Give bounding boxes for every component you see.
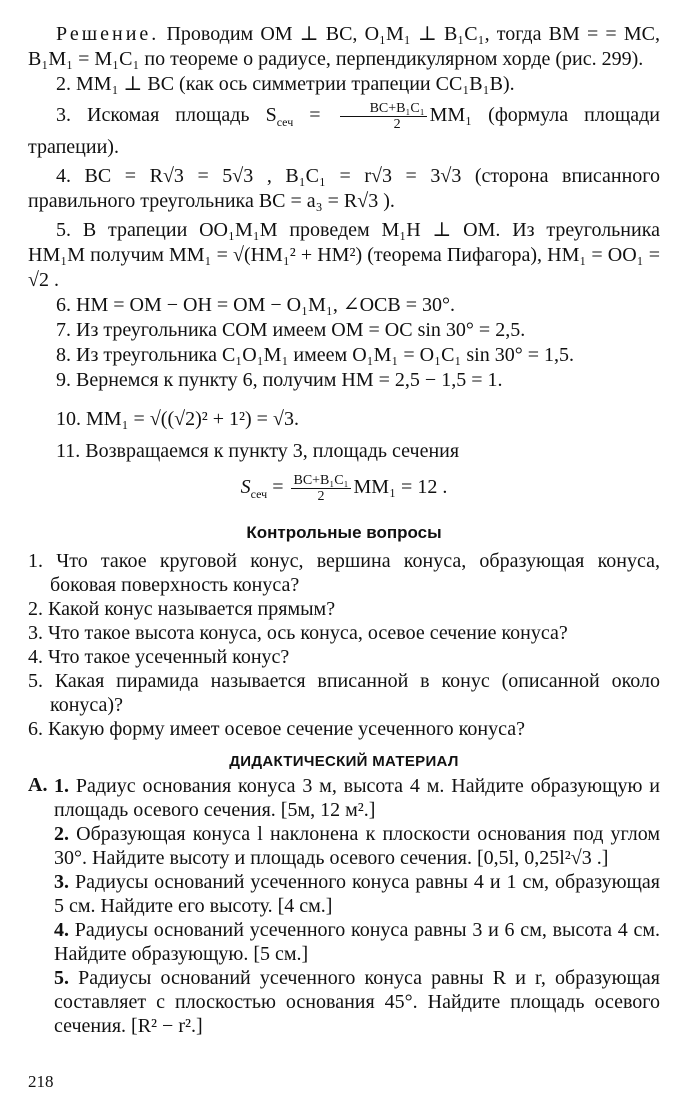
didactic-task-4	[54, 918, 660, 966]
final-fraction	[291, 473, 350, 504]
control-question-5: 5. Какая пирамида называется вписанной в конус (описанной около конуса)?	[28, 670, 660, 717]
final-numerator: BC+B₁C₁	[293, 473, 349, 488]
control-questions-heading: Контрольные вопросы	[246, 523, 442, 543]
control-question-4: 4. Что такое усеченный конус?	[28, 646, 290, 669]
didactic-task-3	[54, 870, 660, 918]
final-denominator: 2	[317, 489, 325, 504]
control-question-6: 6. Какую форму имеет осевое сечение усеченного конуса?	[28, 718, 525, 741]
task-5-text: Радиусы оснований усеченного конуса равны R и r, образующая составляет с плоскостью основания 45°. Найдите площадь осевого сечения. [R² − r².]	[54, 967, 660, 1038]
page-body	[28, 22, 660, 1038]
didactic-group-label: А.	[28, 774, 48, 797]
didactic-heading: ДИДАКТИЧЕСКИЙ МАТЕРИАЛ	[229, 753, 459, 771]
solution-intro-text: Проводим OM ⊥ BC, O₁M₁ ⊥ B₁C₁, тогда BM = = MC, B₁M₁ = M₁C₁ по теореме о радиусе, перпендикулярном хорде (рис. 299).	[28, 23, 660, 70]
control-question-1: 1. Что такое круговой конус, вершина конуса, образующая конуса, боковая поверхность конуса?	[28, 550, 660, 597]
solution-step-11: 11. Возвращаемся к пункту 3, площадь сечения	[56, 440, 460, 463]
task-4-number: 4.	[54, 919, 69, 942]
final-text-b: MM₁ = 12 .	[353, 476, 448, 499]
step3-text-b: MM₁ (формула площади трапеции).	[28, 104, 660, 159]
didactic-task-1	[54, 774, 660, 822]
task-2-number: 2.	[54, 823, 69, 846]
solution-step-5: 5. В трапеции OO₁M₁M проведем M₁H ⊥ OM. Из треугольника HM₁M получим MM₁ = √(HM₁² + HM²) (теорема Пифагора), HM₁ = OO₁ = √2 .	[28, 219, 660, 292]
solution-final-formula	[28, 470, 660, 511]
task-1-number: 1.	[54, 775, 69, 798]
solution-step-7: 7. Из треугольника COM имеем OM = OC sin 30° = 2,5.	[56, 319, 526, 342]
didactic-task-2	[54, 822, 660, 870]
solution-step-3	[28, 101, 660, 160]
solution-intro	[28, 22, 660, 72]
step3-subscript: сеч	[276, 115, 294, 130]
step3-fraction	[340, 101, 427, 132]
task-2-text: Образующая конуса l наклонена к плоскости основания под углом 30°. Найдите высоту и площадь осевого сечения. [0,5l, 0,25l²√3 .]	[54, 823, 660, 870]
final-equals: =	[267, 476, 289, 499]
task-1-text: Радиус основания конуса 3 м, высота 4 м. Найдите образующую и площадь осевого сечения. [5м, 12 м².]	[54, 775, 660, 822]
control-questions-list	[28, 549, 660, 741]
final-subscript: сеч	[250, 487, 268, 502]
solution-lead: Решение.	[56, 23, 160, 45]
didactic-task-5	[54, 966, 660, 1038]
control-question-3: 3. Что такое высота конуса, ось конуса, осевое сечение конуса?	[28, 622, 568, 645]
solution-step-9: 9. Вернемся к пункту 6, получим HM = 2,5 − 1,5 = 1.	[56, 369, 503, 392]
task-5-number: 5.	[54, 967, 69, 990]
step3-numerator: BC+B₁C₁	[340, 101, 427, 117]
final-S: S	[240, 476, 251, 499]
didactic-tasks	[28, 774, 660, 1038]
solution-step-2: 2. MM₁ ⊥ BC (как ось симметрии трапеции CC₁B₁B).	[56, 73, 515, 95]
task-3-text: Радиусы оснований усеченного конуса равны 4 и 1 см, образующая 5 см. Найдите его высоту. [4 см.]	[54, 871, 660, 918]
control-question-2: 2. Какой конус называется прямым?	[28, 598, 336, 621]
solution-step-8: 8. Из треугольника C₁O₁M₁ имеем O₁M₁ = O₁C₁ sin 30° = 1,5.	[56, 344, 574, 367]
task-4-text: Радиусы оснований усеченного конуса равны 3 и 6 см, высота 4 см. Найдите образующую. [5 см.]	[54, 919, 660, 966]
step3-denominator: 2	[393, 117, 401, 132]
task-3-number: 3.	[54, 871, 69, 894]
solution-step-10: 10. MM₁ = √((√2)² + 1²) = √3.	[56, 408, 299, 431]
step3-text-a: 3. Искомая площадь S	[56, 104, 277, 127]
solution-step-6: 6. HM = OM − OH = OM − O₁M₁, ∠OCB = 30°.	[56, 294, 456, 317]
page-number: 218	[28, 1072, 54, 1091]
step3-equals: =	[293, 104, 337, 127]
solution-step-4: 4. BC = R√3 = 5√3 , B₁C₁ = r√3 = 3√3 (сторона вписанного правильного треугольника BC = a₃ = R√3 ).	[28, 165, 660, 213]
